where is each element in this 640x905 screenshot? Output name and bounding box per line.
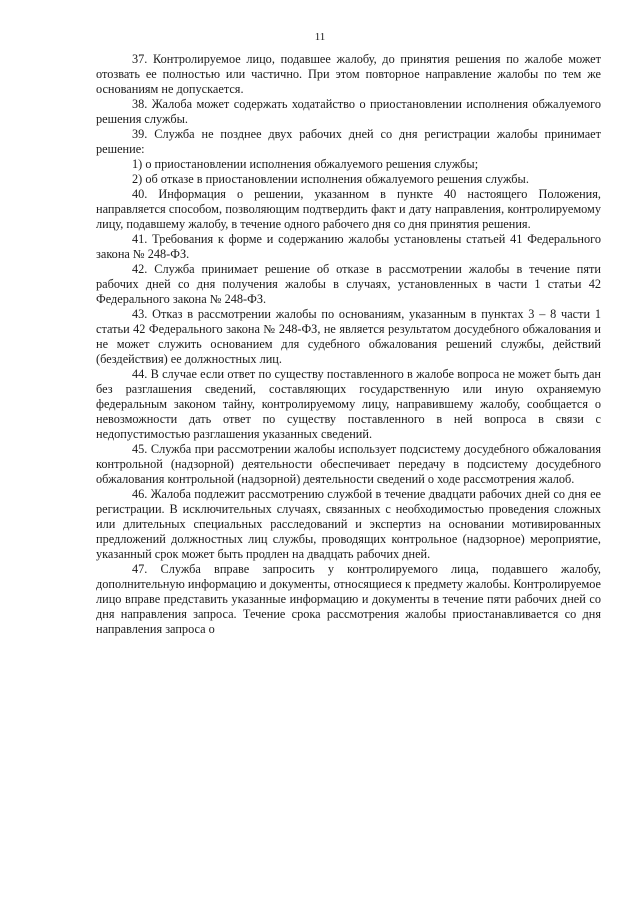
paragraph-40: 40. Информация о решении, указанном в пункте 40 настоящего Положения, направляется способом, позволяющим подтвердить факт и дату направления, контролируемому лицу, подавшему жалобу, в течение одного рабочего дня со дня принятия решения. [96, 187, 601, 231]
paragraph-44: 44. В случае если ответ по существу поставленного в жалобе вопроса не может быть дан без разглашения сведений, составляющих государственную или иную охраняемую федеральным законом тайну, контролируемому лицу, направившему жалобу, сообщается о невозможности дать ответ по существу поставленного в ней вопроса в связи с недопустимостью разглашения указанных сведений. [96, 367, 601, 441]
paragraph-45: 45. Служба при рассмотрении жалобы использует подсистему досудебного обжалования контрольной (надзорной) деятельности обеспечивает передачу в подсистему досудебного обжалования контрольной (надзорной) деятельности сведений о ходе рассмотрения жалоб. [96, 442, 601, 486]
paragraph-37: 37. Контролируемое лицо, подавшее жалобу, до принятия решения по жалобе может отозвать ее полностью или частично. При этом повторное направление жалобы по тем же основаниям не допускается. [96, 52, 601, 96]
paragraph-38: 38. Жалоба может содержать ходатайство о приостановлении исполнения обжалуемого решения службы. [96, 97, 601, 126]
paragraph-47: 47. Служба вправе запросить у контролируемого лица, подавшего жалобу, дополнительную информацию и документы, относящиеся к предмету жалобы. Контролируемое лицо вправе представить указанные информацию и документы в течение пяти рабочих дней со дня направления запроса. Течение срока рассмотрения жалобы приостанавливается со дня направления запроса о [96, 562, 601, 636]
paragraph-39-item-2: 2) об отказе в приостановлении исполнения обжалуемого решения службы. [132, 172, 529, 186]
paragraph-42: 42. Служба принимает решение об отказе в рассмотрении жалобы в течение пяти рабочих дней со дня получения жалобы в случаях, установленных в части 1 статьи 42 Федерального закона № 248-ФЗ. [96, 262, 601, 306]
paragraph-43: 43. Отказ в рассмотрении жалобы по основаниям, указанным в пунктах 3 – 8 части 1 статьи 42 Федерального закона № 248-ФЗ, не является результатом досудебного обжалования и не может служить основанием для судебного обжалования решений службы, действий (бездействия) ее должностных лиц. [96, 307, 601, 366]
paragraph-41: 41. Требования к форме и содержанию жалобы установлены статьей 41 Федерального закона № 248-ФЗ. [96, 232, 601, 261]
paragraph-39-item-1: 1) о приостановлении исполнения обжалуемого решения службы; [132, 157, 479, 171]
paragraph-46: 46. Жалоба подлежит рассмотрению службой в течение двадцати рабочих дней со дня ее регистрации. В исключительных случаях, связанных с необходимостью проведения сложных или длительных специальных расследований и экспертиз на основании мотивированных предложений должностных лиц службы, проводящих контрольное (надзорное) мероприятие, указанный срок может быть продлен на двадцать рабочих дней. [96, 487, 601, 561]
page-number: 11 [314, 31, 326, 43]
document-body [96, 52, 601, 637]
paragraph-39: 39. Служба не позднее двух рабочих дней со дня регистрации жалобы принимает решение: [96, 127, 601, 156]
